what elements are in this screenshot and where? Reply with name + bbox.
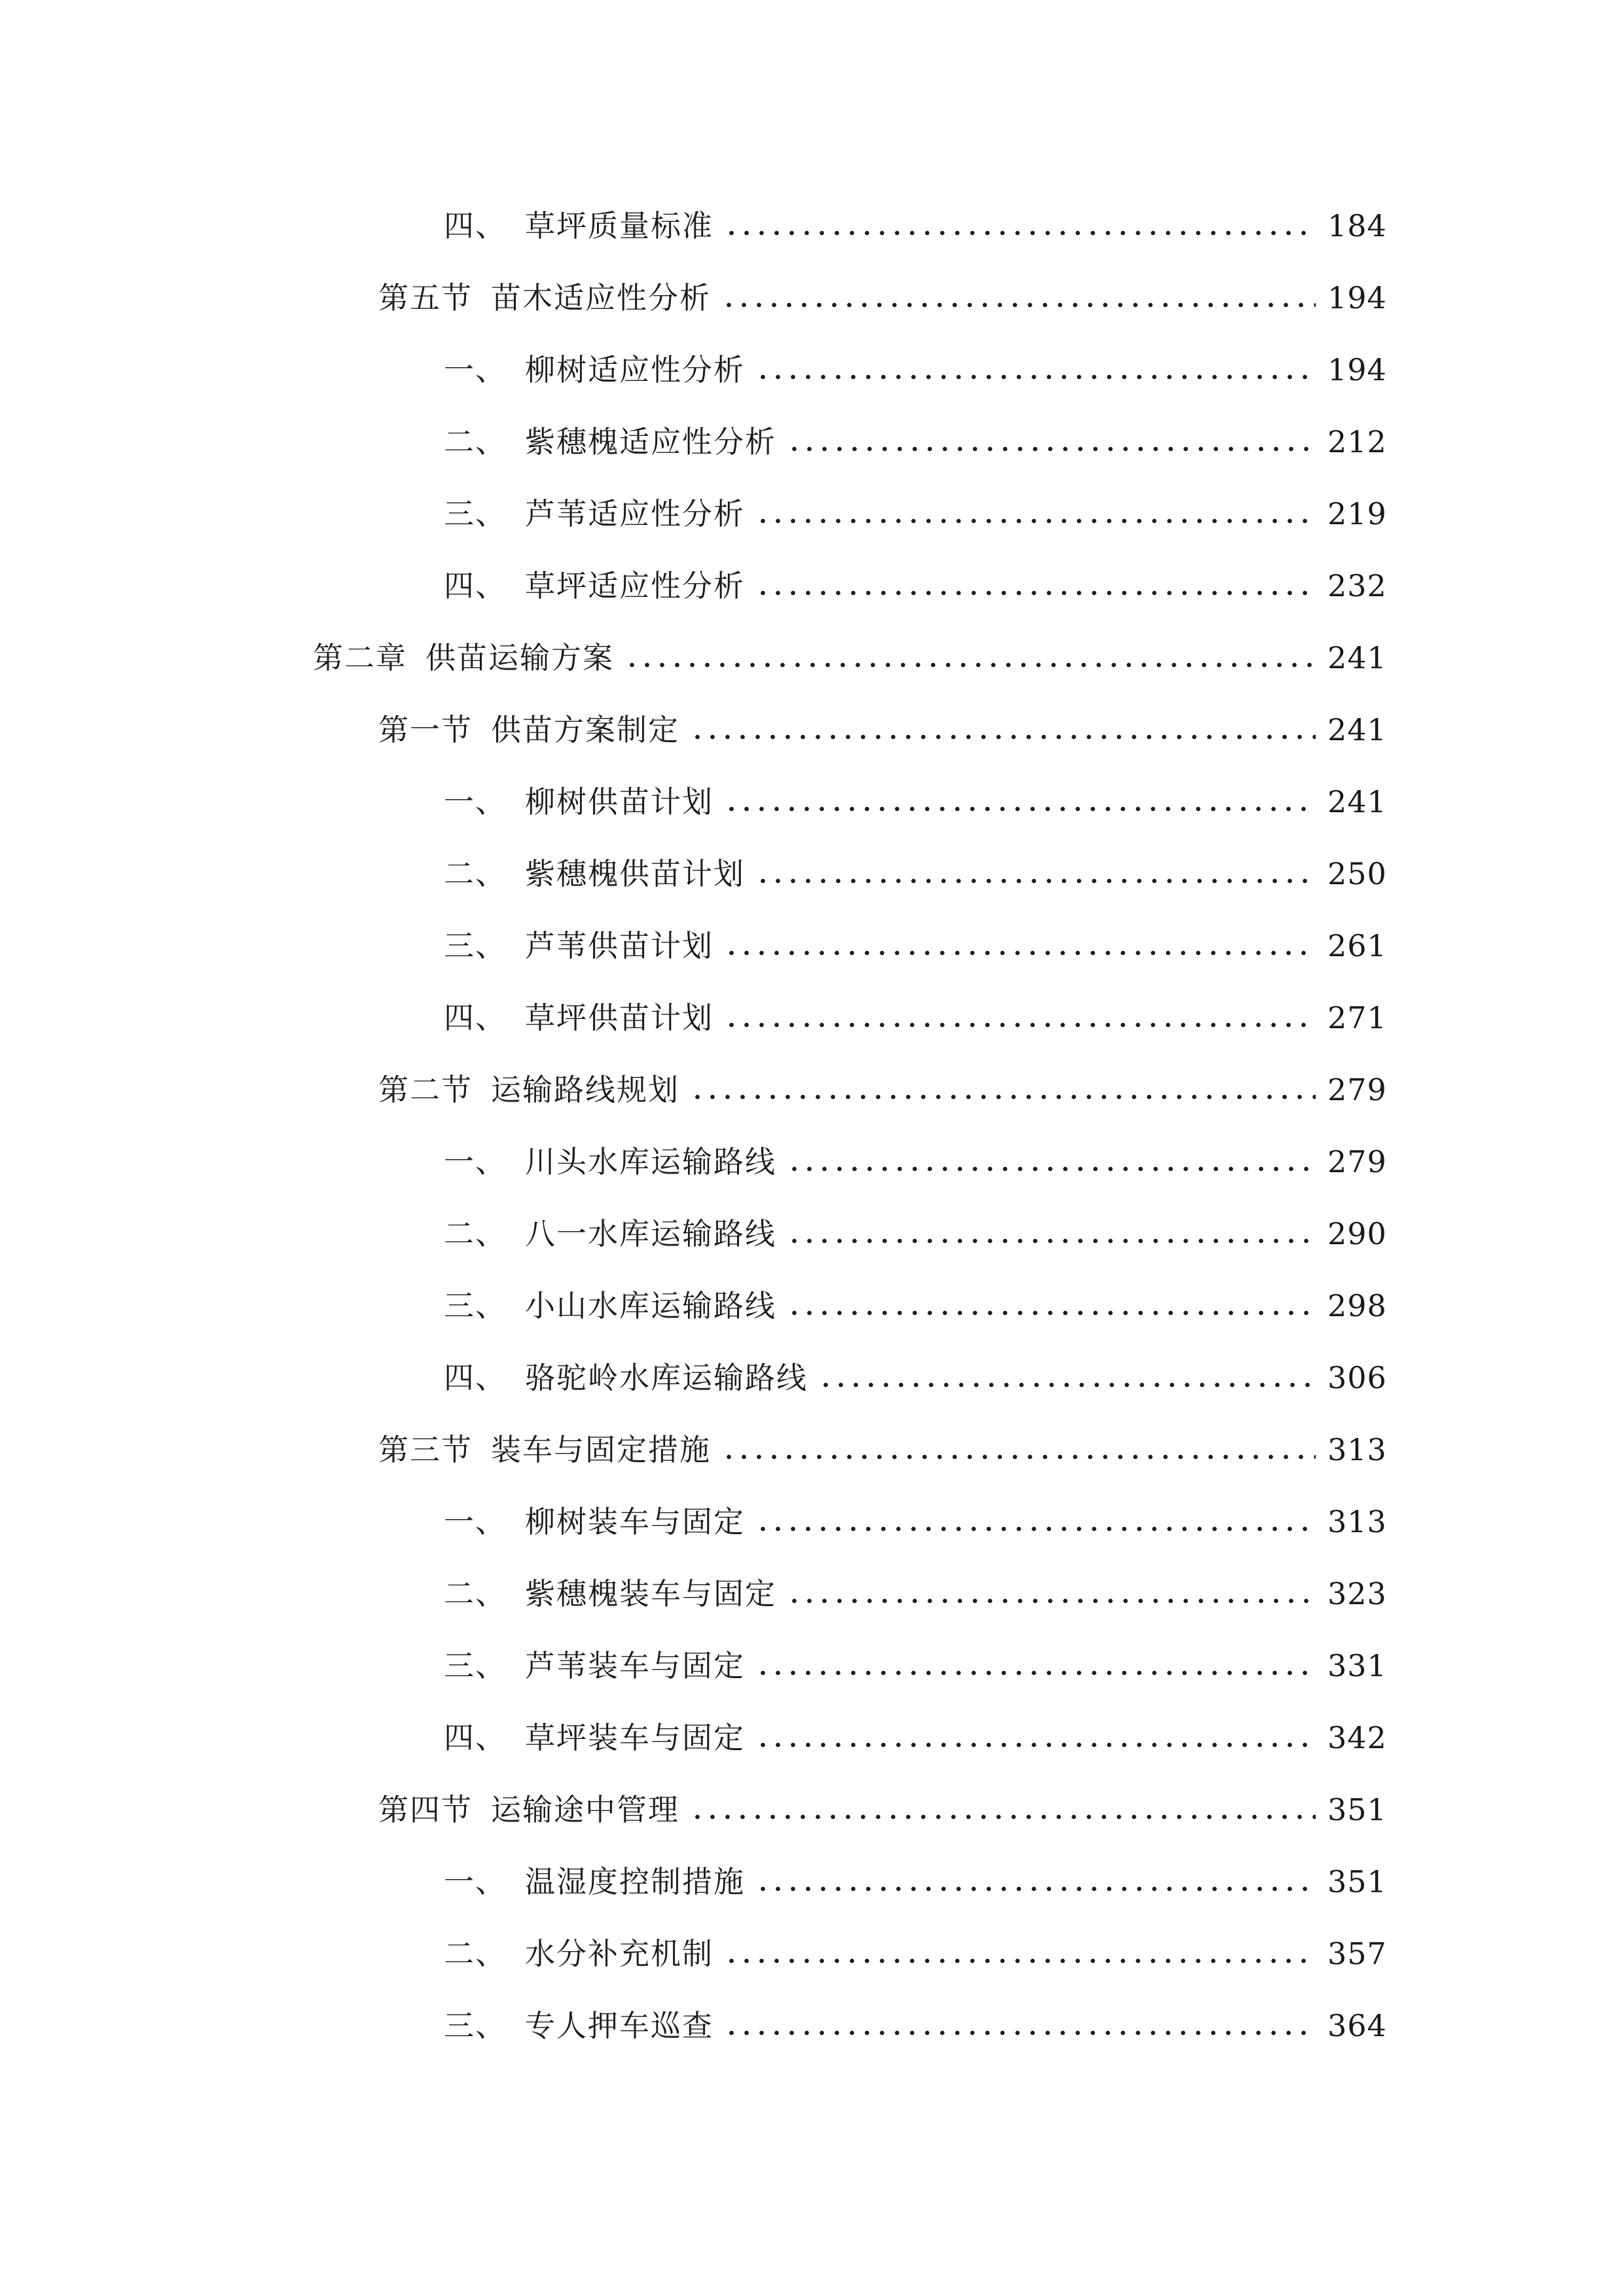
toc-entry-number: 一、 xyxy=(444,352,507,387)
toc-entry-number: 第二章 xyxy=(313,640,407,675)
toc-entry-number: 一、 xyxy=(444,1144,507,1179)
toc-entry[interactable] xyxy=(0,1126,1624,1198)
toc-entry-page: 241 xyxy=(1327,784,1387,819)
toc-entry-page: 241 xyxy=(1327,712,1387,747)
toc-entry-page: 261 xyxy=(1327,928,1387,963)
dot-leader xyxy=(755,1526,1316,1532)
toc-entry-title: 草坪质量标准 xyxy=(525,208,713,243)
toc-entry[interactable] xyxy=(0,334,1624,406)
dot-leader xyxy=(787,1166,1316,1172)
dot-leader xyxy=(690,1094,1316,1100)
toc-entry-number: 四、 xyxy=(444,1000,507,1035)
toc-entry[interactable] xyxy=(0,982,1624,1054)
toc-entry-page: 306 xyxy=(1327,1360,1387,1395)
toc-entry[interactable] xyxy=(0,694,1624,766)
toc-entry-title: 水分补充机制 xyxy=(525,1936,713,1971)
dot-leader xyxy=(755,590,1316,596)
toc-entry[interactable] xyxy=(0,262,1624,334)
toc-entry[interactable] xyxy=(0,1702,1624,1774)
toc-entry-title: 八一水库运输路线 xyxy=(525,1216,776,1251)
toc-entry-page: 298 xyxy=(1327,1288,1387,1323)
toc-entry[interactable] xyxy=(0,550,1624,622)
dot-leader xyxy=(721,1454,1316,1460)
toc-entry-page: 351 xyxy=(1327,1864,1387,1899)
toc-entry-number: 三、 xyxy=(444,2008,507,2043)
toc-entry[interactable] xyxy=(0,838,1624,910)
toc-entry-title: 草坪供苗计划 xyxy=(525,1000,713,1035)
toc-entry-number: 二、 xyxy=(444,1936,507,1971)
toc-entry-number: 三、 xyxy=(444,1648,507,1683)
toc-entry-number: 四、 xyxy=(444,208,507,243)
toc-entry-page: 357 xyxy=(1327,1936,1387,1971)
toc-entry[interactable] xyxy=(0,1486,1624,1558)
toc-entry[interactable] xyxy=(0,1990,1624,2062)
toc-entry-number: 二、 xyxy=(444,1576,507,1611)
toc-entry-title: 专人押车巡查 xyxy=(525,2008,713,2043)
toc-entry-page: 279 xyxy=(1327,1072,1387,1107)
toc-entry[interactable] xyxy=(0,1558,1624,1630)
dot-leader xyxy=(724,950,1316,956)
toc-entry-title: 紫穗槐装车与固定 xyxy=(525,1576,776,1611)
toc-entry-page: 194 xyxy=(1327,352,1387,387)
toc-entry-page: 271 xyxy=(1327,1000,1387,1035)
toc-entry-title: 草坪适应性分析 xyxy=(525,568,745,603)
toc-entry-page: 232 xyxy=(1327,568,1387,603)
toc-entry-title: 紫穗槐供苗计划 xyxy=(525,856,745,891)
toc-entry[interactable] xyxy=(0,910,1624,982)
dot-leader xyxy=(755,1742,1316,1748)
dot-leader xyxy=(755,878,1316,884)
toc-entry-title: 柳树适应性分析 xyxy=(525,352,745,387)
toc-entry-number: 四、 xyxy=(444,1360,507,1395)
toc-entry-title: 小山水库运输路线 xyxy=(525,1288,776,1323)
toc-entry-page: 279 xyxy=(1327,1144,1387,1179)
toc-entry[interactable] xyxy=(0,1198,1624,1270)
toc-entry-number: 一、 xyxy=(444,1864,507,1899)
toc-entry-page: 184 xyxy=(1327,208,1387,243)
toc-entry-title: 草坪装车与固定 xyxy=(525,1720,745,1755)
toc-entry-number: 第二节 xyxy=(378,1072,473,1107)
dot-leader xyxy=(624,662,1316,668)
toc-entry-number: 一、 xyxy=(444,784,507,819)
toc-entry-page: 323 xyxy=(1327,1576,1387,1611)
toc-entry-title: 柳树供苗计划 xyxy=(525,784,713,819)
toc-entry-number: 二、 xyxy=(444,424,507,459)
toc-entry-title: 芦苇供苗计划 xyxy=(525,928,713,963)
toc-entry[interactable] xyxy=(0,766,1624,838)
toc-entry-page: 351 xyxy=(1327,1792,1387,1827)
toc-entry-number: 第一节 xyxy=(378,712,473,747)
toc-entry[interactable] xyxy=(0,622,1624,694)
toc-entry-number: 三、 xyxy=(444,1288,507,1323)
dot-leader xyxy=(755,518,1316,524)
toc-entry-page: 219 xyxy=(1327,496,1387,531)
toc-entry[interactable] xyxy=(0,190,1624,262)
toc-entry[interactable] xyxy=(0,1414,1624,1486)
toc-entry[interactable] xyxy=(0,1774,1624,1846)
toc-entry-page: 313 xyxy=(1327,1432,1387,1467)
toc-entry[interactable] xyxy=(0,1342,1624,1414)
toc-entry-title: 柳树装车与固定 xyxy=(525,1504,745,1539)
toc-entry-page: 250 xyxy=(1327,856,1387,891)
dot-leader xyxy=(721,302,1316,308)
toc-entry-number: 第四节 xyxy=(378,1792,473,1827)
toc-entry-title: 芦苇适应性分析 xyxy=(525,496,745,531)
toc-entry-title: 供苗运输方案 xyxy=(425,640,614,675)
toc-entry[interactable] xyxy=(0,1054,1624,1126)
toc-entry-title: 苗木适应性分析 xyxy=(491,280,711,315)
toc-entry-number: 二、 xyxy=(444,1216,507,1251)
toc-entry-number: 三、 xyxy=(444,496,507,531)
toc-entry-number: 第三节 xyxy=(378,1432,473,1467)
toc-entry-page: 331 xyxy=(1327,1648,1387,1683)
toc-entry[interactable] xyxy=(0,1270,1624,1342)
dot-leader xyxy=(787,1598,1316,1604)
toc-entry-page: 313 xyxy=(1327,1504,1387,1539)
toc-entry-title: 运输途中管理 xyxy=(491,1792,679,1827)
toc-entry-title: 紫穗槐适应性分析 xyxy=(525,424,776,459)
dot-leader xyxy=(818,1382,1316,1388)
toc-entry-page: 194 xyxy=(1327,280,1387,315)
toc-entry-number: 四、 xyxy=(444,1720,507,1755)
dot-leader xyxy=(690,734,1316,740)
toc-entry-title: 装车与固定措施 xyxy=(491,1432,711,1467)
toc-entry-title: 芦苇装车与固定 xyxy=(525,1648,745,1683)
toc-entry[interactable] xyxy=(0,1918,1624,1990)
dot-leader xyxy=(787,1310,1316,1316)
dot-leader xyxy=(787,1238,1316,1244)
toc-entry[interactable] xyxy=(0,1846,1624,1918)
toc-entry-number: 第五节 xyxy=(378,280,473,315)
dot-leader xyxy=(755,1670,1316,1676)
toc-entry-number: 二、 xyxy=(444,856,507,891)
dot-leader xyxy=(724,806,1316,812)
dot-leader xyxy=(787,446,1316,452)
toc-entry-page: 241 xyxy=(1327,640,1387,675)
toc-entry[interactable] xyxy=(0,478,1624,550)
toc-entry-title: 温湿度控制措施 xyxy=(525,1864,745,1899)
toc-entry-number: 三、 xyxy=(444,928,507,963)
dot-leader xyxy=(690,1814,1316,1820)
dot-leader xyxy=(755,1886,1316,1892)
dot-leader xyxy=(755,374,1316,380)
toc-entry-title: 运输路线规划 xyxy=(491,1072,679,1107)
table-of-contents xyxy=(0,190,1624,2062)
dot-leader xyxy=(724,1022,1316,1028)
toc-entry[interactable] xyxy=(0,1630,1624,1702)
toc-entry-page: 342 xyxy=(1327,1720,1387,1755)
toc-entry-title: 川头水库运输路线 xyxy=(525,1144,776,1179)
toc-entry-page: 212 xyxy=(1327,424,1387,459)
toc-entry-title: 供苗方案制定 xyxy=(491,712,679,747)
dot-leader xyxy=(724,1958,1316,1964)
dot-leader xyxy=(724,230,1316,236)
toc-entry-number: 四、 xyxy=(444,568,507,603)
toc-entry[interactable] xyxy=(0,406,1624,478)
toc-entry-title: 骆驼岭水库运输路线 xyxy=(525,1360,808,1395)
dot-leader xyxy=(724,2030,1316,2036)
toc-entry-page: 364 xyxy=(1327,2008,1387,2043)
toc-entry-number: 一、 xyxy=(444,1504,507,1539)
toc-entry-page: 290 xyxy=(1327,1216,1387,1251)
